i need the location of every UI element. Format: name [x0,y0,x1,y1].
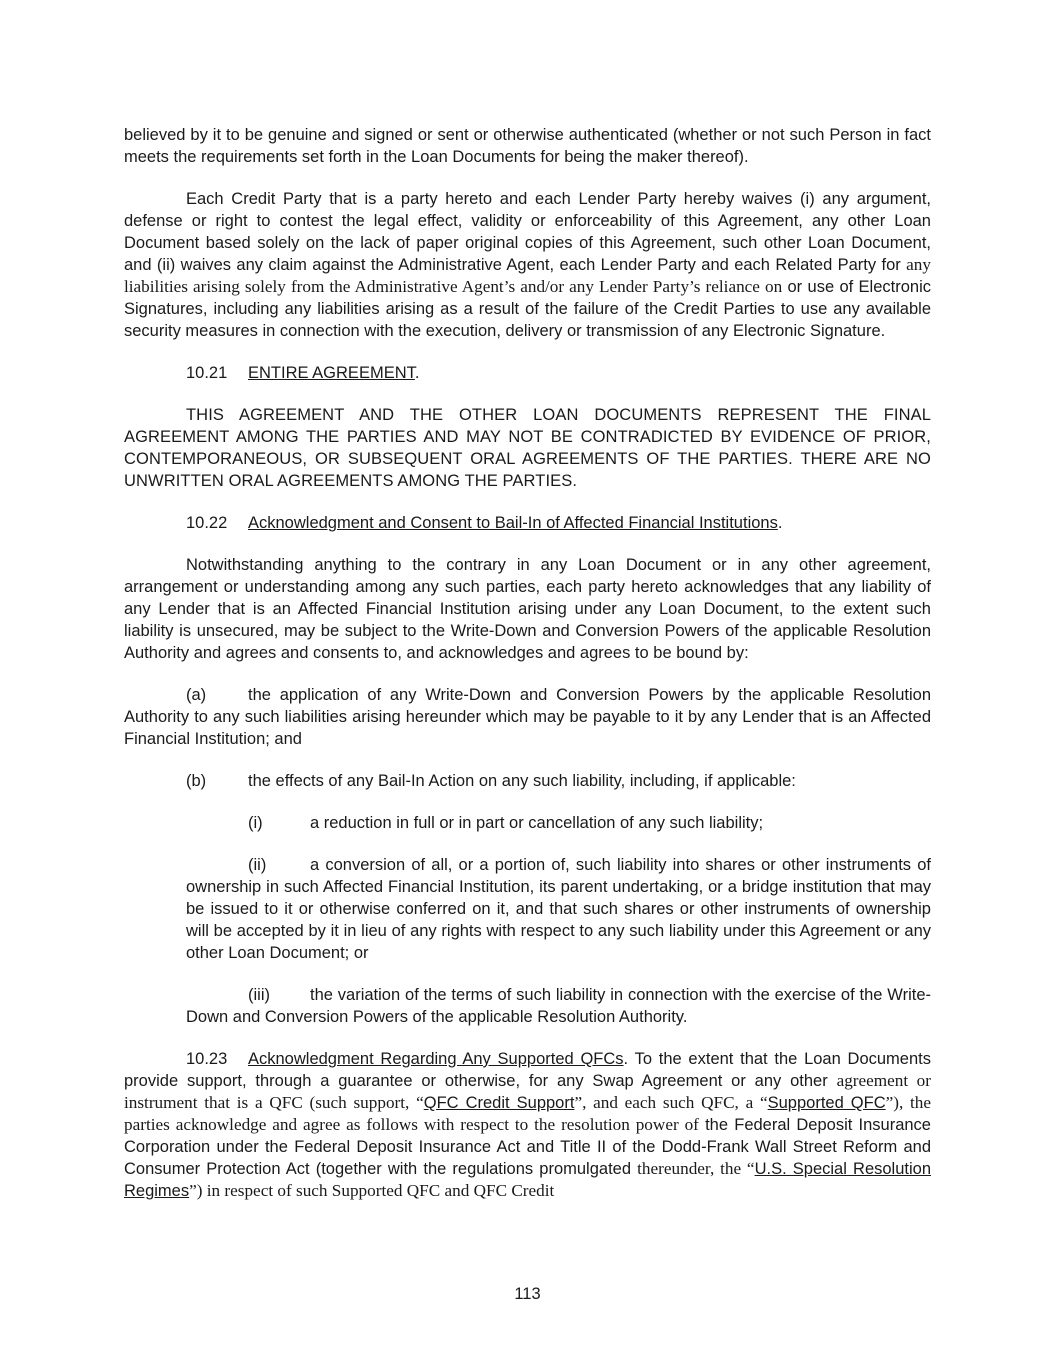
intro-paragraph: believed by it to be genuine and signed or sent or otherwise authenticated (whether or not such Person in fact meets the requirements set forth in the Loan Documents for being the maker thereof). [124,126,931,166]
clause-b-ii [124,854,931,964]
waiver-text-3: or use of Electronic Signatures, including any liabilities arising as a result of the failure of the Credit Parties to use any available security measures in connection with the execution, delivery or transmission of any Electronic Signature. [124,278,931,340]
page-number: 113 [514,1285,541,1303]
section-title: Acknowledgment Regarding Any Supported QFCs [248,1050,624,1068]
section-number: 10.23 [186,1050,228,1068]
section-title: Acknowledgment and Consent to Bail-In of Affected Financial Institutions [248,514,778,532]
waiver-paragraph [124,188,931,342]
section-10-22-heading: 10.22 Acknowledgment and Consent to Bail-In of Affected Financial Institutions. [186,514,783,532]
clause-text: the variation of the terms of such liability in connection with the exercise of the Write-Down and Conversion Powers of the applicable Resolution Authority. [186,986,931,1026]
defined-term-qfc-credit-support: QFC Credit Support [423,1094,575,1112]
defined-term-supported-qfc: Supported QFC [767,1094,886,1112]
defined-term-us-special-resolution-regimes: U.S. Special Resolution Regimes [124,1160,931,1200]
clause-b-i [124,812,931,834]
section-number: 10.22 [186,514,228,532]
waiver-text-2: any liabilities arising solely from the Administrative Agent’s and/or any Lender Party’s reliance on [124,255,931,296]
clause-b [124,770,931,792]
clause-label: (ii) [248,856,267,874]
section-title: ENTIRE AGREEMENT [248,364,415,382]
entire-agreement-paragraph: THIS AGREEMENT AND THE OTHER LOAN DOCUMENTS REPRESENT THE FINAL AGREEMENT AMONG THE PARTIES AND MAY NOT BE CONTRADICTED BY EVIDENCE OF PRIOR, CONTEMPORANEOUS, OR SUBSEQUENT ORAL AGREEMENTS OF THE PARTIES. THERE ARE NO UNWRITTEN ORAL AGREEMENTS AMONG THE PARTIES. [124,406,931,490]
clause-a [124,684,931,750]
section-10-21-heading: 10.21 ENTIRE AGREEMENT. [186,364,420,382]
document-page [124,124,931,1202]
clause-label: (i) [248,814,263,832]
clause-label: (b) [186,772,207,790]
clause-label: (iii) [248,986,270,1004]
section-number: 10.21 [186,364,228,382]
clause-text: the effects of any Bail-In Action on any such liability, including, if applicable: [248,772,796,790]
clause-label: (a) [186,686,207,704]
waiver-text-1: Each Credit Party that is a party hereto and each Lender Party hereby waives (i) any argument, defense or right to contest the legal effect, validity or enforceability of this Agreement, any other Loan Document based solely on the lack of paper original copies of this Agreement, such other Loan Document, and (ii) waives any claim against the Administrative Agent, each Lender Party and each Related Party for [124,190,931,274]
clause-text: a conversion of all, or a portion of, such liability into shares or other instruments of ownership in such Affected Financial Institution, its parent undertaking, or a bridge institution that may be issued to it or otherwise conferred on it, and that such shares or other instruments of ownership will be accepted by it in lieu of any rights with respect to any such liability under this Agreement or any other Loan Document; or [186,856,931,962]
clause-text: the application of any Write-Down and Conversion Powers by the applicable Resolution Authority to any such liabilities arising hereunder which may be payable to it by any Lender that is an Affected Financial Institution; and [124,686,931,748]
clause-text: a reduction in full or in part or cancellation of any such liability; [310,814,764,832]
bail-in-paragraph: Notwithstanding anything to the contrary in any Loan Document or in any other agreement, arrangement or understanding among any such parties, each party hereto acknowledges that any liability of any Lender that is an Affected Financial Institution arising under any Loan Document, to the extent such liability is unsecured, may be subject to the Write-Down and Conversion Powers of the applicable Resolution Authority and agrees and consents to, and acknowledges and agrees to be bound by: [124,556,931,662]
section-10-23-paragraph: 10.23 Acknowledgment Regarding Any Supported QFCs. To the extent that the Loan Documents provide support, through a guarantee or otherwise, for any Swap Agreement or any other agreement or instrument that is a QFC (such support, “QFC Credit Support”, and each such QFC, a “Supported QFC”), the parties acknowledge and agree as follows with respect to the resolution power of the Federal Deposit Insurance Corporation under the Federal Deposit Insurance Act and Title II of the Dodd-Frank Wall Street Reform and Consumer Protection Act (together with the regulations promulgated thereunder, the “U.S. Special Resolution Regimes”) in respect of such Supported QFC and QFC Credit [124,1050,932,1200]
clause-b-iii [124,984,931,1028]
